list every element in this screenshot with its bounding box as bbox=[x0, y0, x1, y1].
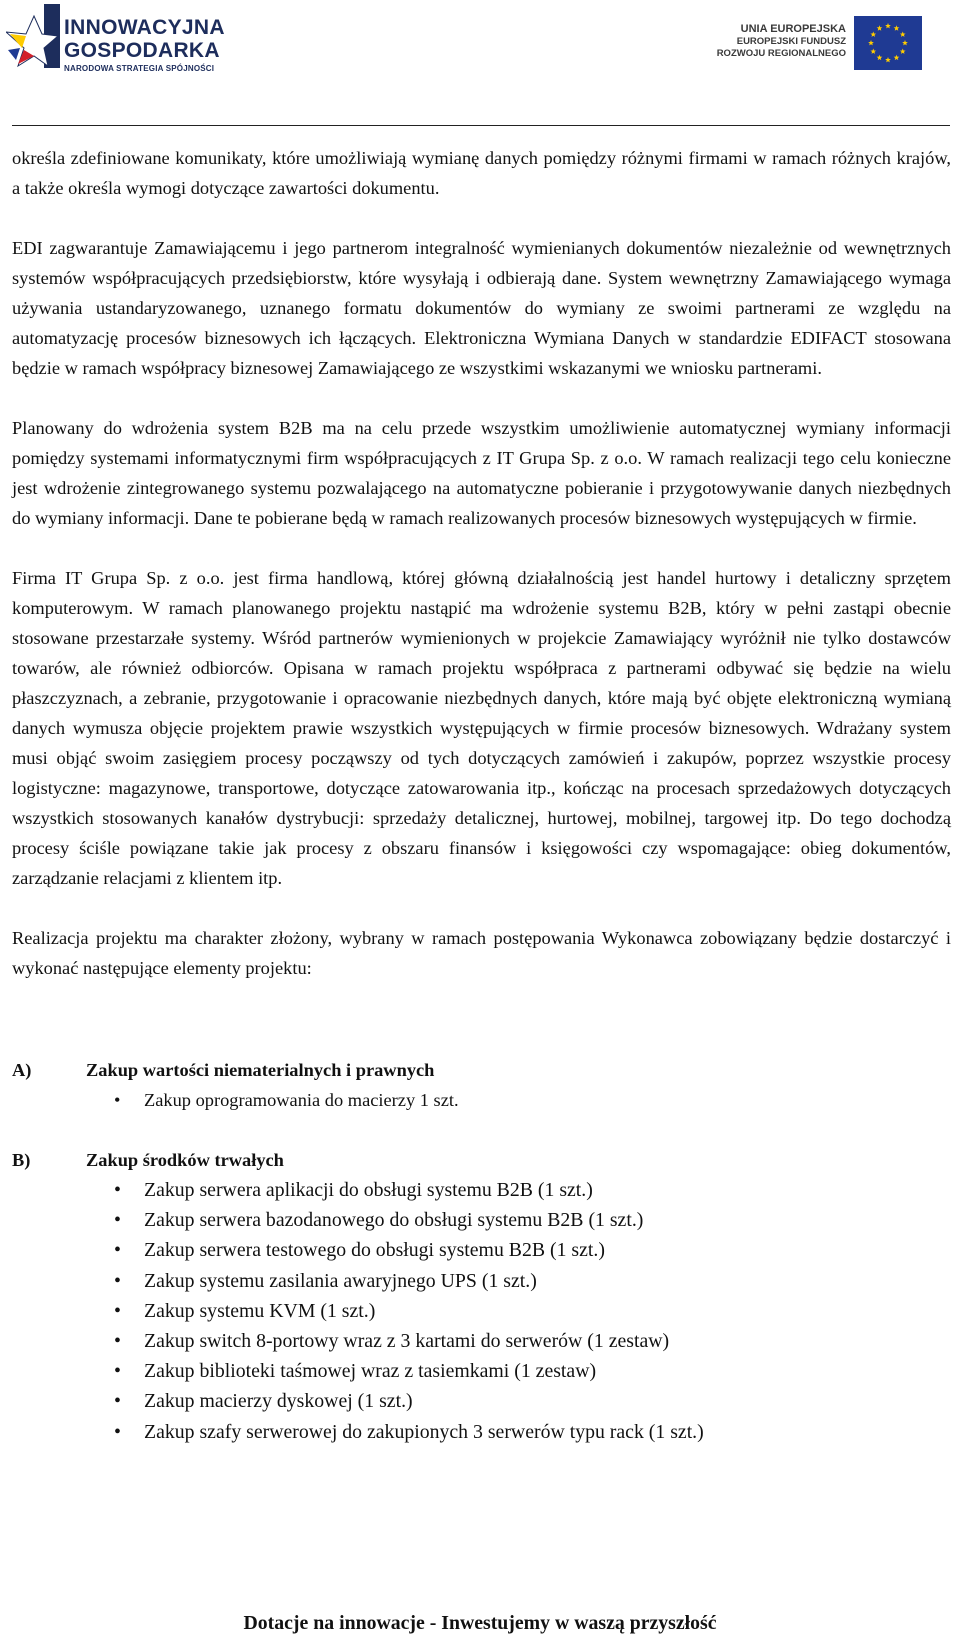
list-item: • Zakup serwera aplikacji do obsługi systemu B2B (1 szt.) bbox=[114, 1175, 951, 1205]
logo-subtitle: NARODOWA STRATEGIA SPÓJNOŚCI bbox=[64, 64, 215, 73]
list-item: • Zakup biblioteki taśmowej wraz z tasiemkami (1 zestaw) bbox=[114, 1356, 951, 1386]
innowacyjna-gospodarka-logo bbox=[6, 4, 246, 82]
section-letter: A) bbox=[12, 1060, 32, 1080]
list-item: • Zakup systemu KVM (1 szt.) bbox=[114, 1296, 951, 1326]
star-emblem-icon bbox=[6, 4, 62, 76]
section-heading bbox=[12, 1145, 951, 1175]
page-footer: Dotacje na innowacje - Inwestujemy w waszą przyszłość bbox=[243, 1612, 717, 1634]
section-heading bbox=[12, 1055, 951, 1085]
eu-logo bbox=[712, 14, 922, 74]
spacer bbox=[12, 1115, 951, 1145]
list-item: • Zakup serwera testowego do obsługi systemu B2B (1 szt.) bbox=[114, 1235, 951, 1265]
section-title: Zakup wartości niematerialnych i prawnych bbox=[86, 1060, 435, 1080]
paragraph: Firma IT Grupa Sp. z o.o. jest firma handlową, której główną działalnością jest handel hurtowy i detaliczny sprzętem komputerowym. W ramach planowanego projektu nastąpić ma wdrożenie systemu B2B, który w pełni zastąpi obecnie stosowane przestarzałe systemy. Wśród partnerów wymienionych w projekcie Zamawiający wyróżnił nie tylko dostawców towarów, ale również odbiorców. Opisana w ramach projektu współpraca z partnerami odbywać się będzie na wielu płaszczyznach, a zebranie, przygotowanie i opracowanie niezbędnych danych, które mają być objęte elektroniczną wymianą danych wymusza objęcie projektem prawie wszystkich występujących w firmie procesów biznesowych. Wdrażany system musi objąć swoim zasięgiem procesy począwszy od tych dotyczących zamówień i zakupów, poprzez wszystkie procesy logistyczne: magazynowe, transportowe, dotyczące zatowarowania itp., kończąc na procesach sprzedażowych dotyczących wszystkich stosowanych kanałów dystrybucji: sprzedaży detalicznej, hurtowej, mobilnej, targowej itp. Do tego dochodzą procesy ściśle powiązane takie jak procesy z obszaru finansów i księgowości czy wspomagające: obieg dokumentów, zarządzanie relacjami z klientem itp. bbox=[12, 568, 951, 888]
paragraph: EDI zagwarantuje Zamawiającemu i jego partnerom integralność wymienianych dokumentów niezależnie od wewnętrznych systemów współpracujących przedsiębiorstw, które wysyłają i odbierają dane. System wewnętrzny Zamawiającego wymaga używania ustandaryzowanego, uznanego formatu dokumentów do wymiany ze swoimi partnerami ze względu na automatyzację procesów biznesowych ich łączących. Elektroniczna Wymiana Danych w standardzie EDIFACT stosowana będzie w ramach współpracy biznesowej Zamawiającego ze wszystkimi wskazanymi we wniosku partnerami. bbox=[12, 238, 951, 378]
paragraph: Planowany do wdrożenia system B2B ma na celu przede wszystkim umożliwienie automatycznej wymiany informacji pomiędzy systemami informatycznymi firm współpracujących z IT Grupa Sp. z o.o. W ramach realizacji tego celu konieczne jest wdrożenie zintegrowanego systemu pozwalającego na automatyczne pobieranie i przygotowywanie danych niezbędnych do wymiany informacji. Dane te pobierane będą w ramach realizowanych procesów biznesowych występujących w firmie. bbox=[12, 418, 951, 528]
spacer bbox=[12, 983, 951, 1055]
paragraph: określa zdefiniowane komunikaty, które umożliwiają wymianę danych pomiędzy różnymi firmami w ramach różnych krajów, a także określa wymogi dotyczące zawartości dokumentu. bbox=[12, 148, 951, 198]
list-item: • Zakup macierzy dyskowej (1 szt.) bbox=[114, 1386, 951, 1416]
paragraph: Realizacja projektu ma charakter złożony, wybrany w ramach postępowania Wykonawca zobowiązany będzie dostarczyć i wykonać następujące elementy projektu: bbox=[12, 928, 951, 978]
eu-title: UNIA EUROPEJSKA bbox=[740, 23, 846, 35]
logo-line-1: INNOWACYJNA bbox=[64, 16, 225, 39]
logo-line-2: GOSPODARKA bbox=[64, 39, 220, 62]
bullet-list bbox=[12, 1085, 951, 1115]
eu-line-2: ROZWOJU REGIONALNEGO bbox=[716, 48, 846, 59]
eu-flag-icon bbox=[854, 16, 922, 70]
header-divider bbox=[12, 125, 950, 126]
eu-line-1: EUROPEJSKI FUNDUSZ bbox=[736, 36, 846, 47]
section-title: Zakup środków trwałych bbox=[86, 1150, 284, 1170]
bullet-list bbox=[12, 1175, 951, 1447]
page-header bbox=[0, 0, 960, 120]
list-item: • Zakup szafy serwerowej do zakupionych 3 serwerów typu rack (1 szt.) bbox=[114, 1417, 951, 1447]
section-letter: B) bbox=[12, 1150, 31, 1170]
list-item: • Zakup serwera bazodanowego do obsługi systemu B2B (1 szt.) bbox=[114, 1205, 951, 1235]
list-item: • Zakup systemu zasilania awaryjnego UPS (1 szt.) bbox=[114, 1266, 951, 1296]
list-item: • Zakup switch 8-portowy wraz z 3 kartami do serwerów (1 zestaw) bbox=[114, 1326, 951, 1356]
document-body bbox=[12, 143, 951, 1447]
list-item: • Zakup oprogramowania do macierzy 1 szt. bbox=[114, 1085, 951, 1115]
